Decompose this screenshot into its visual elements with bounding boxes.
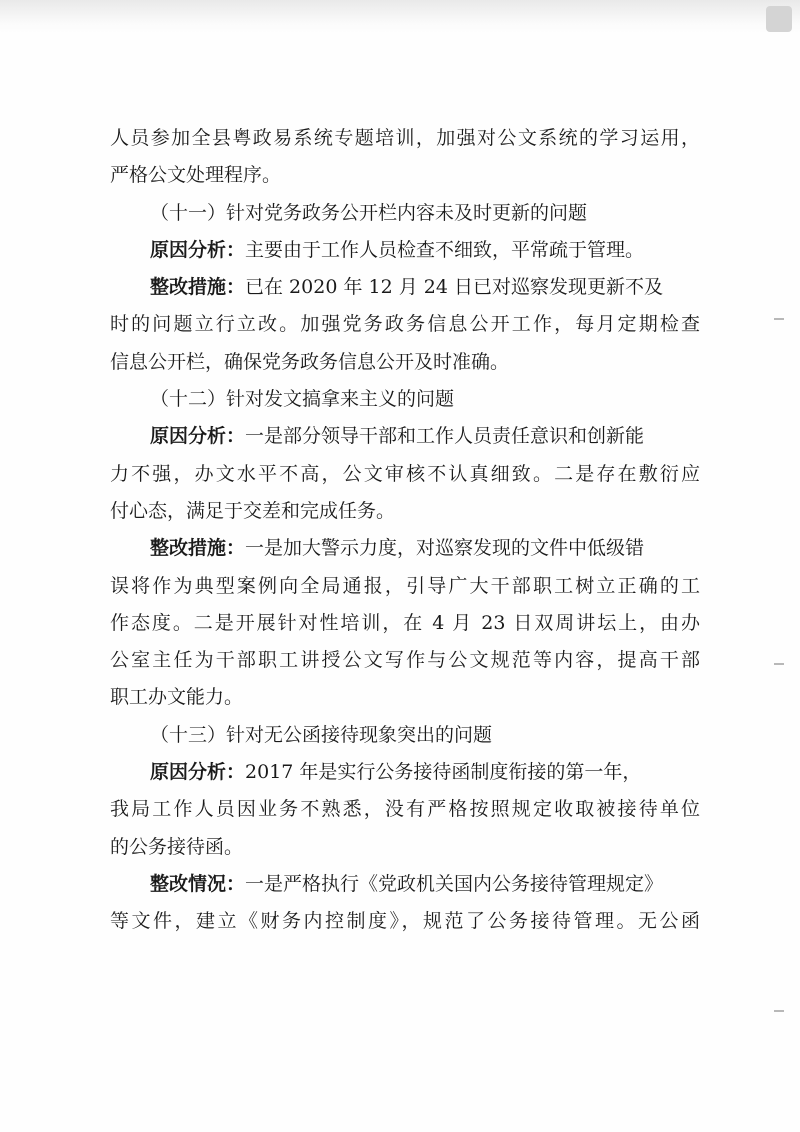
body-text-line: 误将作为典型案例向全局通报，引导广大干部职工树立正确的工 xyxy=(110,574,700,597)
paragraph-first-line xyxy=(110,754,700,791)
paragraph-label: 原因分析： xyxy=(150,425,246,448)
body-text-line: 付心态，满足于交差和完成任务。 xyxy=(110,499,396,522)
paragraph-first-line xyxy=(110,418,700,455)
paragraph-text: 2017 年是实行公务接待函制度衔接的第一年， xyxy=(245,761,642,784)
scan-top-shadow xyxy=(0,0,800,34)
paragraph-first-line xyxy=(110,530,700,567)
paragraph-text: 一是严格执行《党政机关国内公务接待管理规定》 xyxy=(245,872,664,895)
body-text-line: 力不强，办文水平不高，公文审核不认真细致。二是存在敷衍应 xyxy=(110,462,700,485)
scan-corner-mark xyxy=(766,6,792,32)
body-text-line: 人员参加全县粤政易系统专题培训，加强对公文系统的学习运用， xyxy=(110,127,700,149)
body-text-line: 公室主任为干部职工讲授公文写作与公文规范等内容，提高干部 xyxy=(110,649,700,672)
paragraph-text: 已在 2020 年 12 月 24 日已对巡察发现更新不及 xyxy=(245,276,663,299)
body-text-line: 严格公文处理程序。 xyxy=(110,164,282,187)
body-text-line: 我局工作人员因业务不熟悉，没有严格按照规定收取被接待单位 xyxy=(110,798,700,821)
body-text-line: 等文件，建立《财务内控制度》，规范了公务接待管理。无公函 xyxy=(110,910,700,933)
paragraph-first-line xyxy=(110,866,700,903)
body-text-line: 的公务接待函。 xyxy=(110,835,244,858)
body-text-line: 职工办文能力。 xyxy=(110,686,244,709)
paragraph-label: 整改措施： xyxy=(150,276,246,299)
scan-edge-mark xyxy=(774,318,784,320)
paragraph-label: 整改情况： xyxy=(150,872,246,895)
paragraph-first-line xyxy=(110,269,700,306)
paragraph-first-line xyxy=(110,232,700,269)
body-text-line: 信息公开栏，确保党务政务信息公开及时准确。 xyxy=(110,350,510,373)
document-body xyxy=(110,120,700,941)
scan-edge-mark xyxy=(774,663,784,665)
paragraph-text: 一是部分领导干部和工作人员责任意识和创新能 xyxy=(245,425,645,448)
paragraph-label: 原因分析： xyxy=(150,238,246,261)
body-text-line: 时的问题立行立改。加强党务政务信息公开工作，每月定期检查 xyxy=(110,313,700,336)
section-heading: （十一）针对党务政务公开栏内容未及时更新的问题 xyxy=(150,201,588,224)
paragraph-label: 原因分析： xyxy=(150,761,246,784)
paragraph-label: 整改措施： xyxy=(150,537,246,560)
body-text-line: 作态度。二是开展针对性培训，在 4 月 23 日双周讲坛上，由办 xyxy=(110,611,700,634)
scan-edge-mark xyxy=(774,1010,784,1012)
paragraph-text: 一是加大警示力度，对巡察发现的文件中低级错 xyxy=(245,537,645,560)
section-heading: （十三）针对无公函接待现象突出的问题 xyxy=(150,723,493,746)
paragraph-text: 主要由于工作人员检查不细致，平常疏于管理。 xyxy=(245,238,645,261)
section-heading: （十二）针对发文搞拿来主义的问题 xyxy=(150,388,455,411)
